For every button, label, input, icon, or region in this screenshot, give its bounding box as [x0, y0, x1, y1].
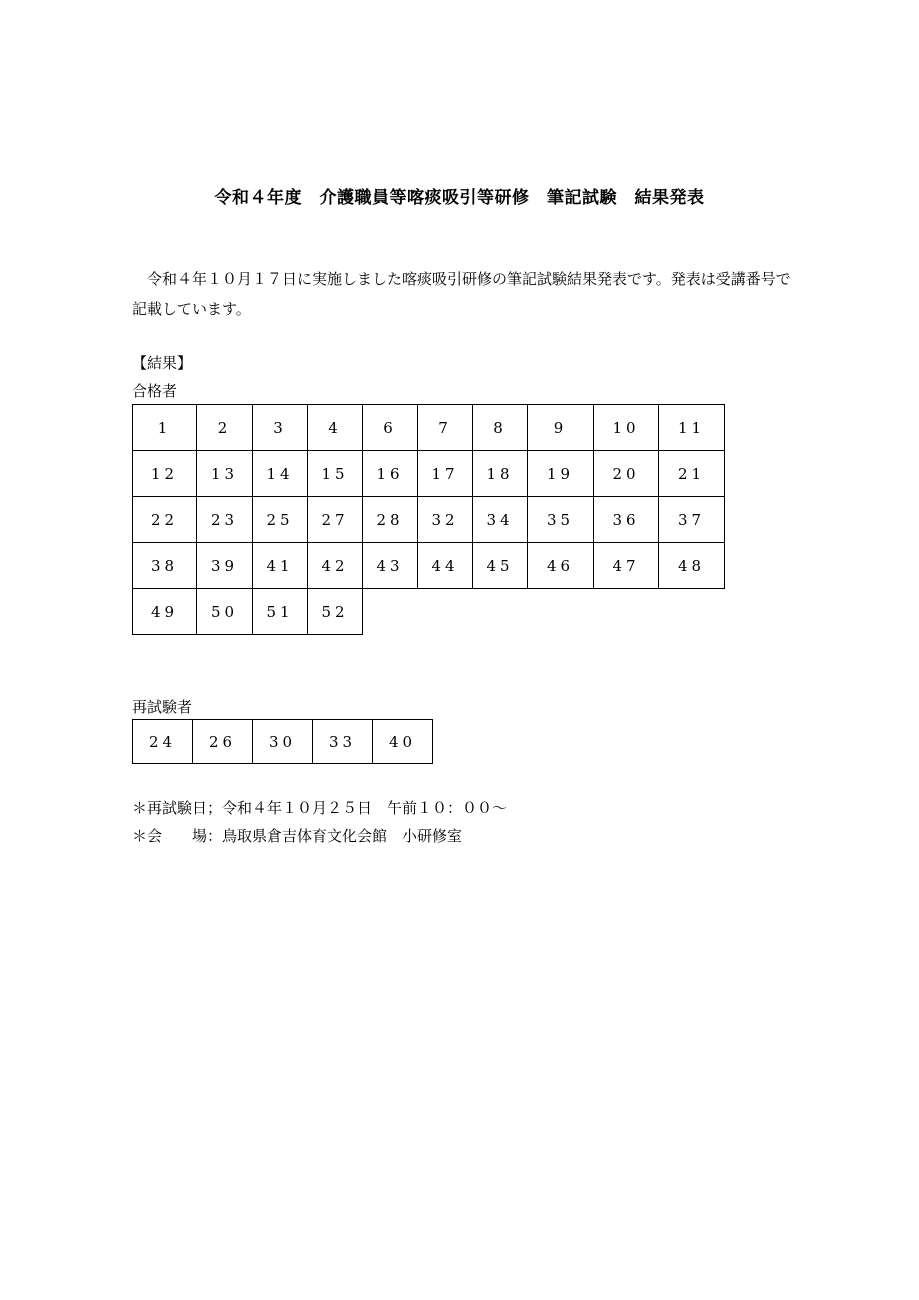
retest-heading: 再試験者: [132, 698, 193, 716]
empty-cell: [594, 589, 659, 635]
pass-number-cell: 39: [197, 543, 253, 589]
notes: [132, 794, 507, 850]
empty-cell: [528, 589, 594, 635]
empty-cell: [363, 589, 418, 635]
pass-number-cell: 2: [197, 405, 253, 451]
pass-number-cell: 43: [363, 543, 418, 589]
pass-number-cell: 27: [308, 497, 363, 543]
retest-number-cell: 33: [313, 720, 373, 764]
pass-number-cell: 15: [308, 451, 363, 497]
pass-heading: 合格者: [132, 382, 178, 400]
pass-number-cell: 50: [197, 589, 253, 635]
retest-number-cell: 30: [253, 720, 313, 764]
retest-table: [132, 719, 433, 764]
table-row: [133, 405, 725, 451]
pass-number-cell: 34: [473, 497, 528, 543]
pass-number-cell: 38: [133, 543, 197, 589]
pass-number-cell: 28: [363, 497, 418, 543]
pass-number-cell: 35: [528, 497, 594, 543]
pass-number-cell: 14: [253, 451, 308, 497]
result-heading: 【結果】: [132, 354, 193, 372]
pass-number-cell: 4: [308, 405, 363, 451]
retest-venue-note: ＊会 場：鳥取県倉吉体育文化会館 小研修室: [132, 827, 463, 845]
table-row: [133, 589, 725, 635]
pass-number-cell: 19: [528, 451, 594, 497]
pass-number-cell: 25: [253, 497, 308, 543]
pass-number-cell: 45: [473, 543, 528, 589]
intro-paragraph: 令和４年１０月１７日に実施しました喀痰吸引研修の筆記試験結果発表です。発表は受講番号で記載しています。: [132, 270, 791, 318]
pass-number-cell: 32: [418, 497, 473, 543]
pass-number-cell: 11: [659, 405, 725, 451]
pass-number-cell: 12: [133, 451, 197, 497]
document-title: 令和４年度 介護職員等喀痰吸引等研修 筆記試験 結果発表: [214, 188, 705, 208]
pass-number-cell: 18: [473, 451, 528, 497]
pass-number-cell: 16: [363, 451, 418, 497]
pass-number-cell: 37: [659, 497, 725, 543]
pass-number-cell: 46: [528, 543, 594, 589]
pass-number-cell: 41: [253, 543, 308, 589]
empty-cell: [418, 589, 473, 635]
pass-table: [132, 404, 725, 635]
pass-number-cell: 9: [528, 405, 594, 451]
pass-number-cell: 36: [594, 497, 659, 543]
empty-cell: [473, 589, 528, 635]
pass-number-cell: 52: [308, 589, 363, 635]
pass-number-cell: 48: [659, 543, 725, 589]
retest-number-cell: 24: [133, 720, 193, 764]
pass-number-cell: 3: [253, 405, 308, 451]
pass-number-cell: 20: [594, 451, 659, 497]
pass-number-cell: 22: [133, 497, 197, 543]
pass-number-cell: 17: [418, 451, 473, 497]
pass-number-cell: 8: [473, 405, 528, 451]
pass-number-cell: 1: [133, 405, 197, 451]
retest-row: [133, 720, 433, 764]
pass-number-cell: 44: [418, 543, 473, 589]
pass-number-cell: 21: [659, 451, 725, 497]
table-row: [133, 497, 725, 543]
pass-number-cell: 51: [253, 589, 308, 635]
pass-number-cell: 42: [308, 543, 363, 589]
pass-table-body: [133, 405, 725, 635]
retest-number-cell: 26: [193, 720, 253, 764]
pass-number-cell: 47: [594, 543, 659, 589]
empty-cell: [659, 589, 725, 635]
pass-number-cell: 23: [197, 497, 253, 543]
pass-number-cell: 49: [133, 589, 197, 635]
retest-date-note: ＊再試験日；令和４年１０月２５日 午前１０：００～: [132, 799, 508, 817]
pass-number-cell: 13: [197, 451, 253, 497]
table-row: [133, 543, 725, 589]
table-row: [133, 451, 725, 497]
retest-number-cell: 40: [373, 720, 433, 764]
pass-number-cell: 6: [363, 405, 418, 451]
pass-number-cell: 7: [418, 405, 473, 451]
pass-number-cell: 10: [594, 405, 659, 451]
